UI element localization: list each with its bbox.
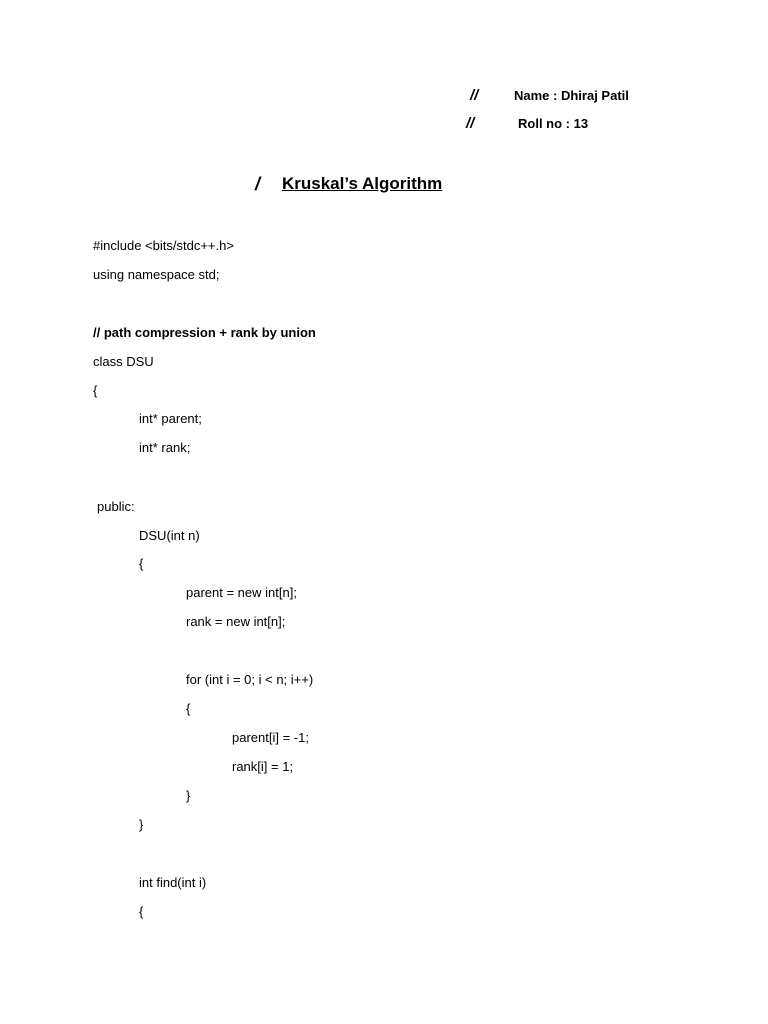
- code-ctor-close-brace: }: [139, 817, 144, 832]
- title-slash: /: [255, 174, 261, 194]
- code-rank-alloc: rank = new int[n];: [186, 614, 286, 629]
- roll-number: Roll no : 13: [518, 116, 589, 131]
- code-parent-alloc: parent = new int[n];: [186, 585, 297, 600]
- code-for-close-brace: }: [186, 788, 191, 803]
- code-for-open-brace: {: [186, 701, 191, 716]
- roll-comment-slashes: //: [466, 115, 475, 132]
- page-title: Kruskal’s Algorithm: [282, 174, 443, 193]
- code-parent-init: parent[i] = -1;: [232, 730, 309, 745]
- code-parent-decl: int* parent;: [139, 411, 202, 426]
- code-ctor-signature: DSU(int n): [139, 528, 200, 543]
- code-include: #include <bits/stdc++.h>: [93, 238, 234, 253]
- code-find-open-brace: {: [139, 904, 144, 919]
- code-rank-decl: int* rank;: [139, 440, 191, 455]
- code-using-namespace: using namespace std;: [93, 267, 220, 282]
- code-comment: // path compression + rank by union: [93, 325, 316, 340]
- name-comment-slashes: //: [470, 87, 479, 104]
- author-name: Name : Dhiraj Patil: [514, 88, 629, 103]
- code-public-label: public:: [97, 499, 135, 514]
- code-for-loop: for (int i = 0; i < n; i++): [186, 672, 314, 687]
- code-ctor-open-brace: {: [139, 556, 144, 571]
- code-find-signature: int find(int i): [139, 875, 207, 890]
- code-rank-init: rank[i] = 1;: [232, 759, 294, 774]
- code-class-decl: class DSU: [93, 354, 154, 369]
- code-class-open-brace: {: [93, 383, 98, 398]
